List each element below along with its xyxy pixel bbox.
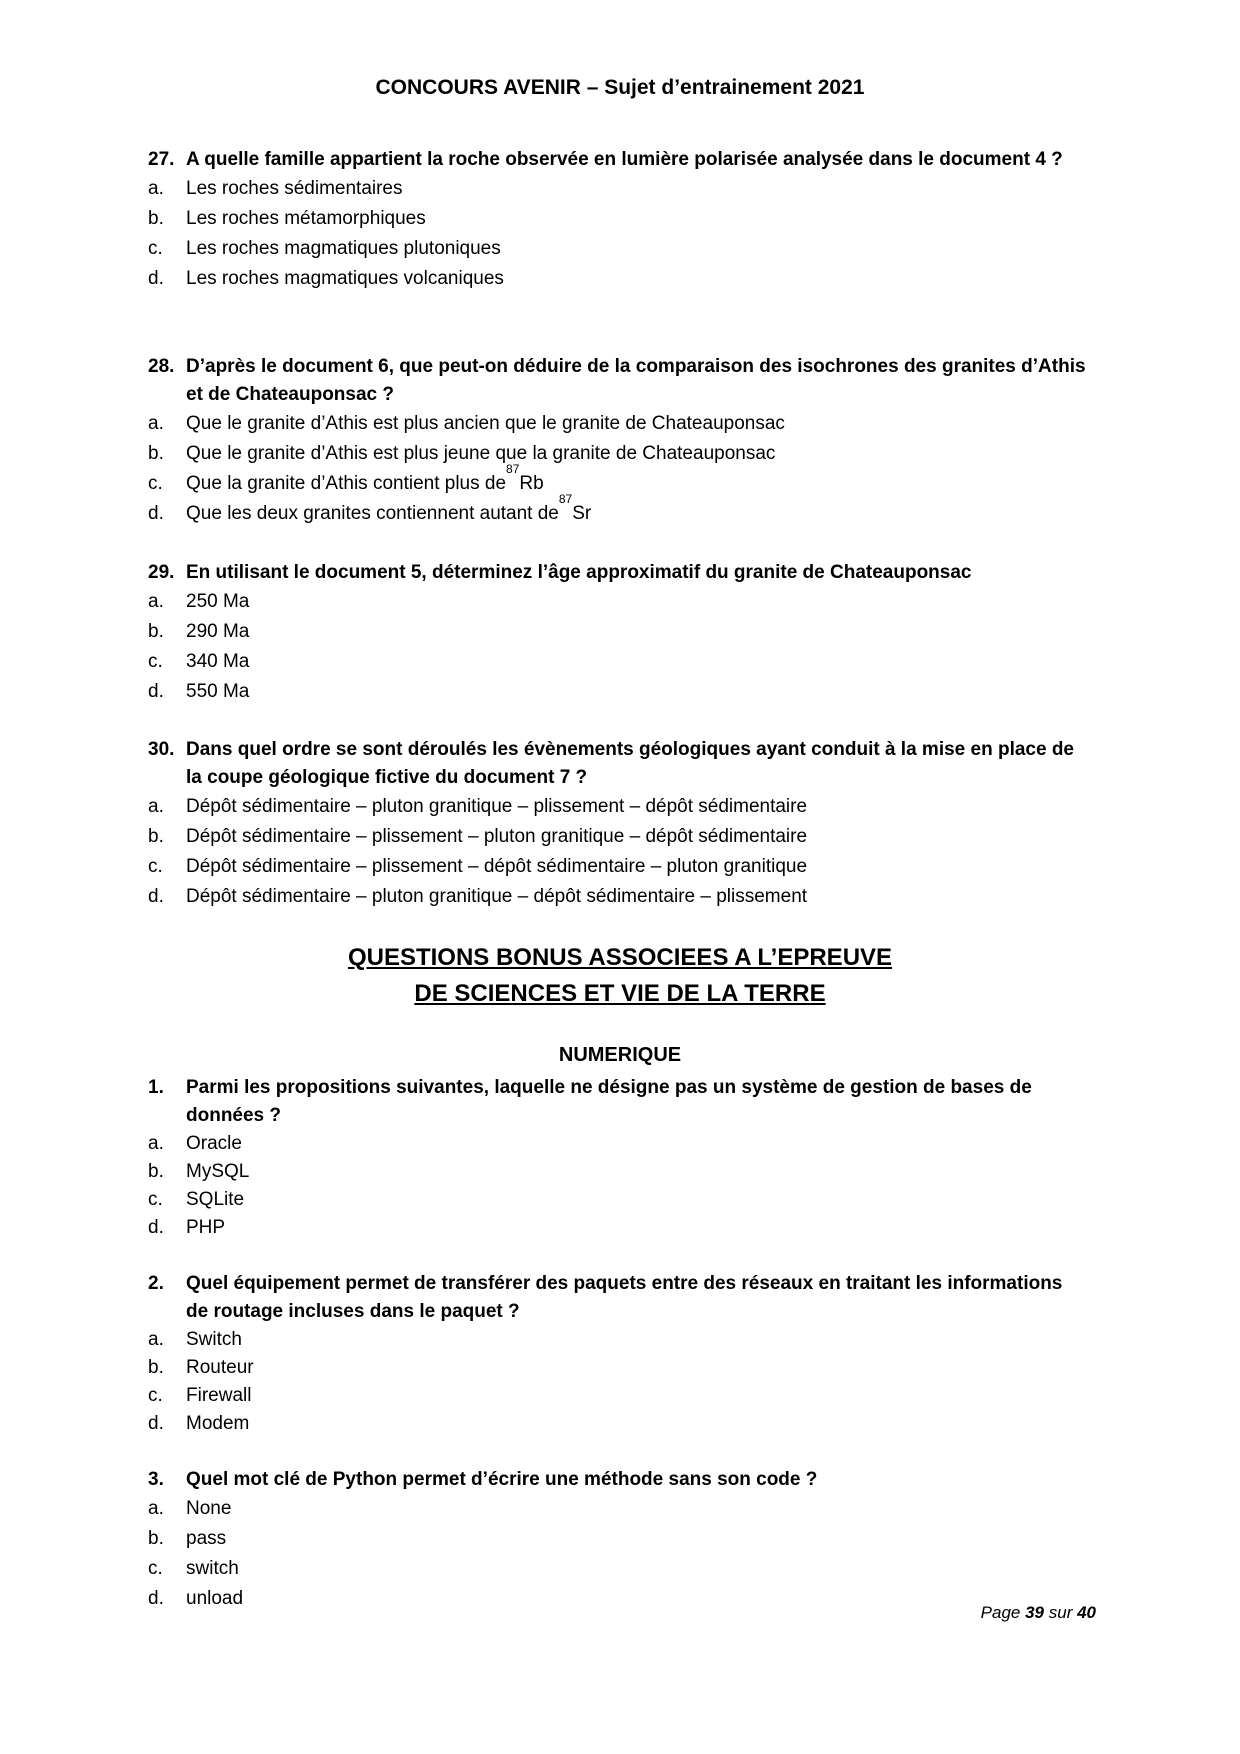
page-number: 39 <box>1025 1603 1045 1622</box>
option-b: b. MySQL <box>148 1161 250 1182</box>
page-footer: Page 39 sur 40 <box>980 1603 1096 1622</box>
option-a: a. Que le granite d’Athis est plus ancien que le granite de Chateauponsac <box>148 413 785 434</box>
option-d: d. Les roches magmatiques volcaniques <box>148 268 504 289</box>
option-b: b. 290 Ma <box>148 621 250 642</box>
option-a: a. None <box>148 1498 232 1519</box>
bonus-title-line-2: DE SCIENCES ET VIE DE LA TERRE <box>414 980 826 1007</box>
option-a: a. Switch <box>148 1329 242 1350</box>
option-a: a. 250 Ma <box>148 591 250 612</box>
question-number: 1. <box>148 1077 164 1098</box>
question-text: A quelle famille appartient la roche observée en lumière polarisée analysée dans le document 4 ? <box>186 149 1063 170</box>
bonus-title <box>0 940 1240 1012</box>
option-d: d. 550 Ma <box>148 681 250 702</box>
option-d: d. Que les deux granites contiennent autant de 87 Sr <box>148 499 1088 529</box>
question-27 <box>148 146 1088 294</box>
option-d: d. Modem <box>148 1413 250 1434</box>
question-number: 3. <box>148 1469 164 1490</box>
question-text: Quel équipement permet de transférer des paquets entre des réseaux en traitant les informations de routage incluses dans le paquet ? <box>186 1273 1063 1322</box>
isotope-superscript: 87 <box>506 462 520 476</box>
page-header: CONCOURS AVENIR – Sujet d’entrainement 2021 <box>375 76 865 99</box>
option-c: c. Firewall <box>148 1385 252 1406</box>
question-number: 30. <box>148 739 175 760</box>
question-28 <box>148 353 1088 529</box>
section-title: NUMERIQUE <box>558 1044 682 1066</box>
question-text: D’après le document 6, que peut-on déduire de la comparaison des isochrones des granites d’Athis et de Chateauponsac ? <box>186 356 1086 405</box>
option-d: d. unload <box>148 1588 244 1609</box>
question-29 <box>148 559 1088 707</box>
option-c: c. Les roches magmatiques plutoniques <box>148 238 501 259</box>
option-c: c. Dépôt sédimentaire – plissement – dépôt sédimentaire – pluton granitique <box>148 856 808 877</box>
option-c: c. 340 Ma <box>148 651 250 672</box>
question-2 <box>148 1270 1088 1438</box>
question-1 <box>148 1074 1088 1242</box>
option-b: b. Dépôt sédimentaire – plissement – pluton granitique – dépôt sédimentaire <box>148 826 808 847</box>
question-3 <box>148 1466 1088 1614</box>
bonus-title-line-1: QUESTIONS BONUS ASSOCIEES A L’EPREUVE <box>347 944 893 971</box>
option-b: b. Les roches métamorphiques <box>148 208 426 229</box>
question-number: 27. <box>148 149 175 170</box>
option-b: b. Routeur <box>148 1357 254 1378</box>
question-30 <box>148 736 1088 912</box>
question-text: Quel mot clé de Python permet d’écrire une méthode sans son code ? <box>186 1469 818 1490</box>
question-text: En utilisant le document 5, déterminez l’âge approximatif du granite de Chateauponsac <box>186 562 972 583</box>
page-total: 40 <box>1077 1603 1096 1622</box>
option-c: c. SQLite <box>148 1189 245 1210</box>
option-d: d. Dépôt sédimentaire – pluton granitique – dépôt sédimentaire – plissement <box>148 886 808 907</box>
question-text: Parmi les propositions suivantes, laquelle ne désigne pas un système de gestion de bases de données ? <box>186 1077 1032 1126</box>
question-number: 2. <box>148 1273 164 1294</box>
option-a: a. Les roches sédimentaires <box>148 178 403 199</box>
option-a: a. Dépôt sédimentaire – pluton granitique – plissement – dépôt sédimentaire <box>148 796 808 817</box>
option-c: c. switch <box>148 1558 239 1579</box>
question-number: 28. <box>148 356 175 377</box>
question-number: 29. <box>148 562 175 583</box>
option-b: b. pass <box>148 1528 227 1549</box>
option-a: a. Oracle <box>148 1133 242 1154</box>
question-text: Dans quel ordre se sont déroulés les évènements géologiques ayant conduit à la mise en place de la coupe géologique fictive du document 7 ? <box>186 739 1074 788</box>
option-c: c. Que la granite d’Athis contient plus de 87 Rb <box>148 469 1088 499</box>
option-d: d. PHP <box>148 1217 226 1238</box>
option-b: b. Que le granite d’Athis est plus jeune que la granite de Chateauponsac <box>148 443 776 464</box>
isotope-superscript: 87 <box>558 492 573 506</box>
